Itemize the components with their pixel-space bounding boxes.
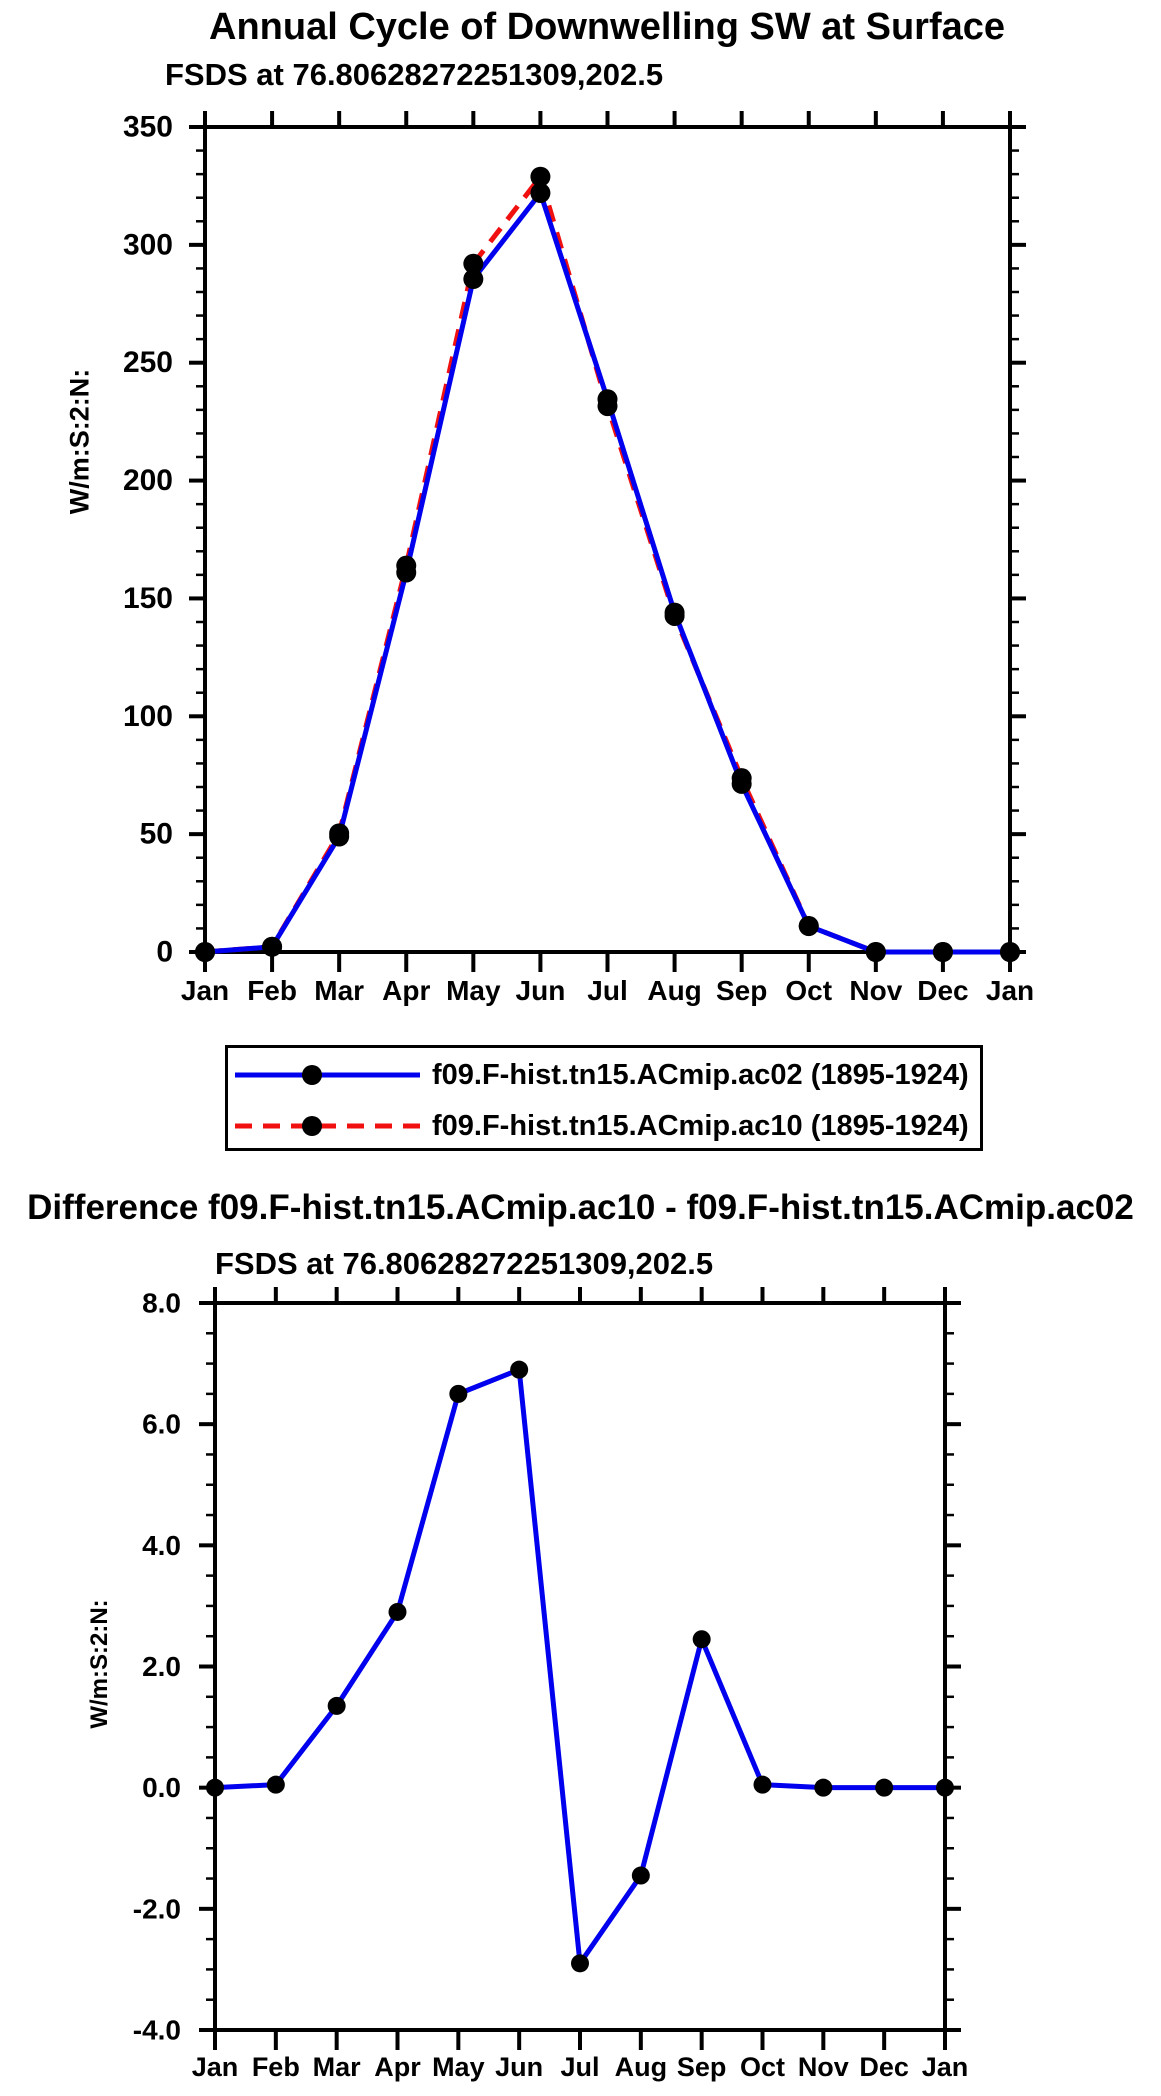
- top-chart-ytick-label: 150: [122, 581, 173, 615]
- top-chart-month-label: Oct: [785, 975, 833, 1006]
- top-chart-month-label: Sep: [715, 975, 768, 1006]
- top-chart-ytick-label: 100: [122, 699, 173, 733]
- top-chart-month-label: Apr: [382, 975, 431, 1006]
- top-chart-frame: [205, 127, 1010, 952]
- top-chart-month-label: Jan: [180, 975, 230, 1006]
- top-chart-ytick-label: 0: [156, 935, 173, 969]
- difference-chart-ytick-label: 4.0: [142, 1529, 181, 1561]
- difference-chart-month-label: Aug: [614, 2052, 668, 2082]
- difference-chart-data-point: [328, 1697, 346, 1715]
- difference-chart-data-point: [632, 1867, 650, 1885]
- difference-chart-data-point: [936, 1779, 954, 1797]
- difference-chart-data-point: [449, 1385, 467, 1403]
- difference-chart-month-label: Mar: [312, 2052, 361, 2082]
- difference-chart-month-label: Dec: [859, 2052, 909, 2082]
- difference-chart-ytick-label: 6.0: [142, 1408, 181, 1440]
- top-chart-series-line: [205, 177, 1010, 952]
- top-chart-data-point: [1000, 942, 1020, 962]
- top-chart-month-label: Mar: [314, 975, 365, 1006]
- top-chart-month-label: Jul: [587, 975, 628, 1006]
- difference-chart-ytick-label: 2.0: [142, 1651, 181, 1682]
- difference-chart-y-axis-label: W/m:S:2:N:: [86, 1599, 113, 1729]
- difference-chart-data-point: [693, 1630, 711, 1648]
- top-chart-data-point: [866, 942, 886, 962]
- main-title: Annual Cycle of Downwelling SW at Surface: [209, 6, 1005, 48]
- top-chart-ytick-label: 300: [122, 228, 173, 262]
- difference-chart-data-point: [875, 1779, 893, 1797]
- difference-chart-month-label: Jan: [921, 2052, 969, 2082]
- difference-chart-subtitle: FSDS at 76.80628272251309,202.5: [215, 1246, 714, 1281]
- top-chart-month-label: Feb: [247, 975, 297, 1006]
- top-chart: [123, 111, 1034, 1007]
- difference-chart-ytick-label: 8.0: [142, 1287, 181, 1319]
- difference-chart-ytick-label: -4.0: [132, 2014, 181, 2046]
- top-chart-ytick-label: 350: [122, 110, 173, 144]
- top-chart-series-line: [205, 193, 1010, 952]
- difference-chart-ytick-label: -2.0: [132, 1893, 181, 1925]
- top-chart-data-point: [933, 942, 953, 962]
- difference-chart-month-label: Oct: [739, 2052, 786, 2082]
- difference-chart-series-line: [215, 1370, 945, 1964]
- top-chart-data-point: [463, 254, 483, 274]
- top-chart-month-label: May: [446, 975, 501, 1006]
- difference-chart-data-point: [814, 1779, 832, 1797]
- difference-chart-data-point: [206, 1779, 224, 1797]
- difference-chart-month-label: Jan: [191, 2052, 239, 2082]
- difference-chart-data-point: [267, 1776, 285, 1794]
- difference-chart-month-label: May: [432, 2052, 485, 2082]
- legend-entry-ac10-label: f09.F-hist.tn15.ACmip.ac10 (1895-1924): [432, 1110, 969, 1142]
- difference-chart-data-point: [510, 1361, 528, 1379]
- top-chart-data-point: [195, 942, 215, 962]
- difference-chart-data-point: [754, 1776, 772, 1794]
- top-chart-data-point: [665, 606, 685, 626]
- top-chart-month-label: Dec: [917, 975, 969, 1006]
- top-chart-ytick-label: 250: [122, 346, 173, 380]
- difference-chart-month-label: Sep: [676, 2052, 727, 2082]
- top-chart-data-point: [598, 396, 618, 416]
- top-chart-month-label: Jan: [985, 975, 1035, 1006]
- difference-chart-data-point: [389, 1603, 407, 1621]
- top-chart-data-point: [329, 823, 349, 843]
- top-chart-data-point: [396, 556, 416, 576]
- difference-chart-month-label: Feb: [251, 2052, 300, 2082]
- top-chart-data-point: [732, 768, 752, 788]
- top-chart-month-label: Aug: [647, 975, 702, 1006]
- difference-chart-month-label: Jul: [560, 2052, 600, 2082]
- difference-chart-month-label: Apr: [374, 2052, 421, 2082]
- top-chart-ytick-label: 200: [122, 464, 173, 498]
- top-chart-month-label: Nov: [849, 975, 903, 1006]
- top-chart-ytick-label: 50: [139, 817, 173, 851]
- difference-title: Difference f09.F-hist.tn15.ACmip.ac10 - f09.F-hist.tn15.ACmip.ac02: [27, 1188, 1134, 1227]
- difference-chart-month-label: Jun: [495, 2052, 544, 2082]
- top-chart-y-axis-label: W/m:S:2:N:: [64, 368, 95, 515]
- top-chart-month-label: Jun: [515, 975, 566, 1006]
- difference-chart-month-label: Nov: [797, 2052, 849, 2082]
- top-chart-data-point: [262, 937, 282, 957]
- legend-entry-ac02-label: f09.F-hist.tn15.ACmip.ac02 (1895-1924): [432, 1059, 969, 1091]
- difference-chart-data-point: [571, 1954, 589, 1972]
- difference-chart-ytick-label: 0.0: [142, 1772, 181, 1804]
- difference-chart: [133, 1287, 969, 2082]
- top-chart-subtitle: FSDS at 76.80628272251309,202.5: [165, 57, 664, 92]
- top-chart-data-point: [799, 916, 819, 936]
- top-chart-data-point: [530, 167, 550, 187]
- difference-chart-frame: [215, 1303, 945, 2030]
